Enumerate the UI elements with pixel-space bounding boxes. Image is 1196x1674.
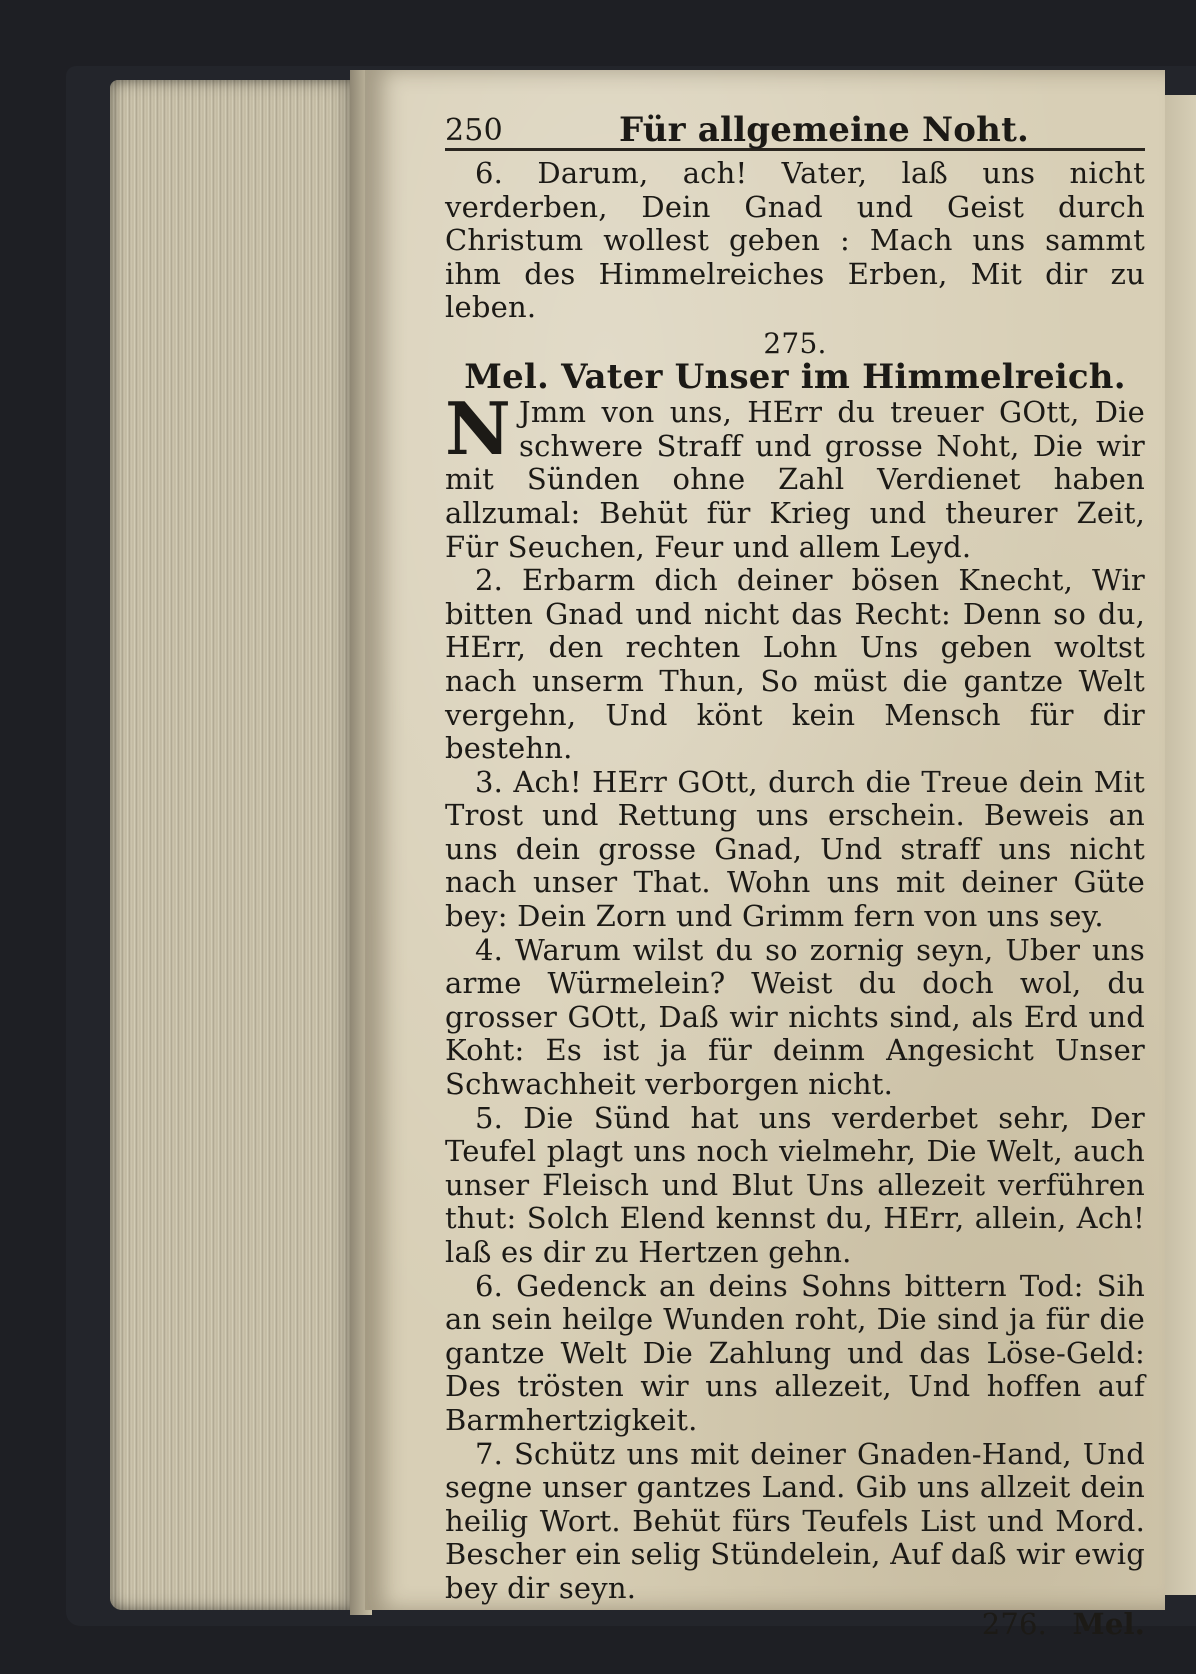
verse-1-text: Jmm von uns, HErr du treuer GOtt, Die schwere Straff und grosse Noht, Die wir mit Sünden ohne Zahl Verdienet haben allzumal: Behüt für Krieg und theurer Zeit, Für Seuchen, Feur und allem Leyd.: [445, 395, 1145, 564]
facing-page-edge: [1160, 95, 1196, 1595]
verse-5: 5. Die Sünd hat uns verderbet sehr, Der Teufel plagt uns noch vielmehr, Die Welt, auch unser Fleisch und Blut Uns allezeit verführen thut: Solch Elend kennst du, HErr, allein, Ach! laß es dir zu Hertzen gehn.: [445, 1100, 1145, 1269]
verse-3: 3. Ach! HErr GOtt, durch die Treue dein Mit Trost und Rettung uns erschein. Beweis an uns dein grosse Gnad, Und straff uns nicht nach unser That. Wohn uns mit deiner Güte bey: Dein Zorn und Grimm fern von uns sey.: [445, 764, 1145, 934]
running-head: Für allgemeine Noht.: [619, 110, 1030, 151]
opening-verse: 6. Darum, ach! Vater, laß uns nicht verderben, Dein Gnad und Geist durch Christum wollest geben : Mach uns sammt ihm des Himmelreiches Erben, Mit dir zu leben.: [445, 156, 1145, 325]
verse-4: 4. Warum wilst du so zornig seyn, Uber uns arme Würmelein? Weist du doch wol, du grosser GOtt, Daß wir nichts sind, als Erd und Koht: Es ist ja für deinm Angesicht Unser Schwachheit verborgen nicht.: [445, 932, 1145, 1102]
hymn-number: 275.: [763, 326, 827, 360]
verse-7: 7. Schütz uns mit deiner Gnaden-Hand, Und segne unser gantzes Land. Gib uns allzeit dein heilig Wort. Behüt fürs Teufels List und Mord. Bescher ein selig Stündelein, Auf daß wir ewig bey dir seyn.: [445, 1436, 1145, 1605]
verse-2: 2. Erbarm dich deiner bösen Knecht, Wir bitten Gnad und nicht das Recht: Denn so du, HErr, den rechten Lohn Uns geben woltst nach unserm Thun, So müst die gantze Welt vergehn, Und könt kein Mensch für dir bestehn.: [445, 563, 1145, 766]
catchword: Mel.: [1072, 1606, 1145, 1641]
page-text: [445, 100, 1145, 1641]
drop-cap: N: [445, 386, 512, 472]
page-number: 250: [445, 113, 503, 149]
next-hymn-number: 276.: [981, 1606, 1048, 1641]
page-edges: [110, 80, 360, 1610]
page-header: [445, 100, 1145, 151]
melody-line: Mel. Vater Unser im Himmelreich.: [464, 356, 1126, 397]
verse-1: [445, 386, 1145, 564]
catchline: [445, 1608, 1145, 1642]
verse-6: 6. Gedenck an deins Sohns bittern Tod: Sih an sein heilge Wunden roht, Die sind ja für die gantze Welt Die Zahlung und das Löse-Geld: Des trösten wir uns allezeit, Und hoffen auf Barmhertzigkeit.: [445, 1268, 1145, 1437]
